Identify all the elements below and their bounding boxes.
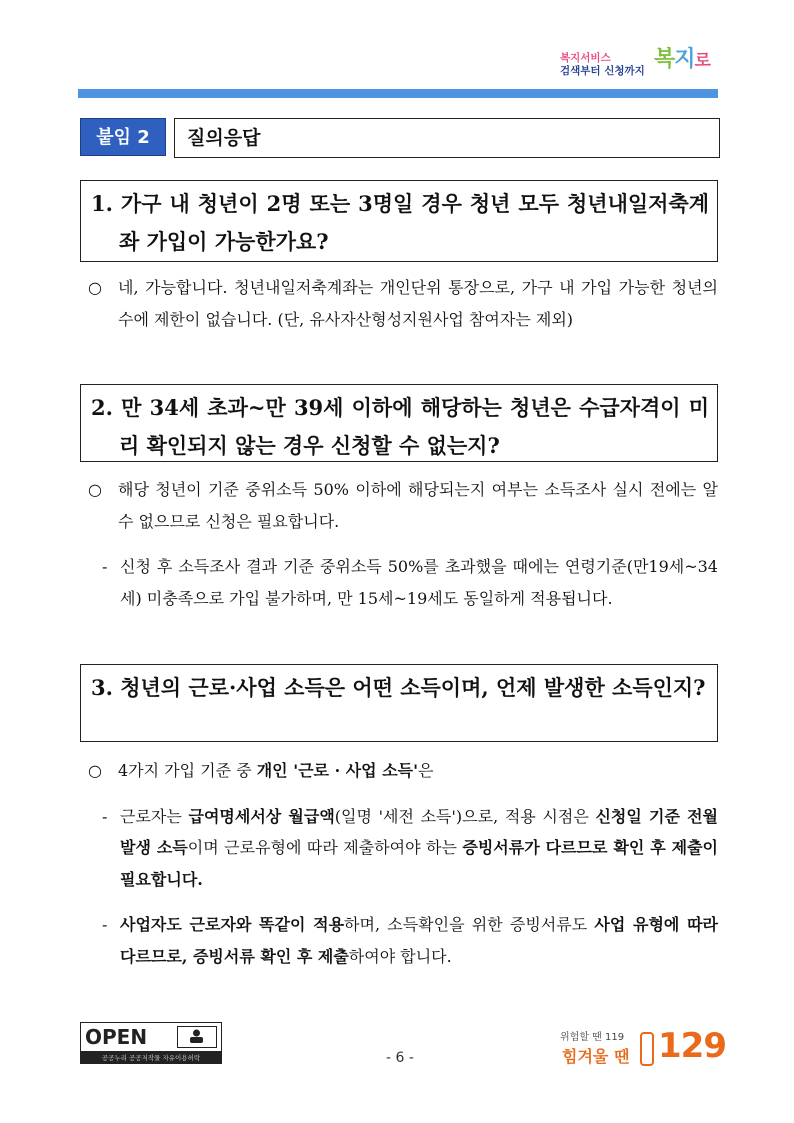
bold-run: 급여명세서상 월급액 [188,806,335,826]
brand-line1: 복지서비스 [560,52,611,64]
answer-3-item-1 [88,755,718,787]
answer-3-item-2 [88,801,718,896]
help-big-text: 힘겨울 땐 [562,1047,630,1066]
question-3-box [80,664,718,742]
text-run: 은 [418,761,434,780]
attachment-title: 질의응답 [174,118,720,158]
question-3-text: 3. 청년의 근로·사업 소득은 어떤 소득이며, 언제 발생한 소득인지? [91,675,706,700]
bold-run: 개인 '근로 · 사업 소득' [256,761,419,780]
bold-run: 증빙서류가 다르므로 확인 후 제출이 필요합니다. [120,838,718,889]
answer-2-item-2 [88,551,718,614]
bullet-circle: ○ [88,761,102,780]
answer-2-text-2: 신청 후 소득조사 결과 기준 중위소득 50%를 초과했을 때에는 연령기준(만19세~34세) 미충족으로 가입 불가하며, 만 15세~19세도 동일하게 적용됩니다. [120,557,718,608]
brand-line2: 검색부터 신청까지 [560,65,645,77]
bullet-dash: - [102,806,108,826]
brand-text [560,52,645,78]
text-run: 이며 근로유형에 따라 제출하여야 하는 [187,838,463,857]
logo-part3: 로 [694,51,710,71]
text-run: 근로자는 [120,806,189,826]
bullet-dash: - [102,557,108,576]
header-divider-bar [78,89,718,98]
answer-1 [88,272,718,335]
text-run: 하여야 합니다. [348,946,452,966]
answer-3 [88,755,718,972]
helpline-129-logo [560,1022,726,1070]
bold-run: 사업자도 근로자와 똑같이 적용 [120,915,345,934]
question-1-box [80,180,718,262]
text-run: 하며, 소득확인을 위한 증빙서류도 [344,915,595,934]
answer-3-text-3 [120,909,718,972]
bold-run: 사업 유형에 따라 다르므로, 증빙서류 확인 후 제출 [120,915,718,966]
question-2-box [80,384,718,462]
page-number: - 6 - [386,1050,414,1066]
answer-3-item-3 [88,909,718,972]
question-1-text: 1. 가구 내 청년이 2명 또는 3명일 경우 청년 모두 청년내일저축계좌 가입이 가능한가요? [91,191,709,254]
bokjiro-logo [654,42,710,73]
answer-1-item [88,272,718,335]
bullet-circle: ○ [88,480,102,499]
bold-run: 신청일 기준 전월 발생 소득 [120,806,718,857]
open-badge-top [80,1022,222,1052]
open-license-badge [80,1022,222,1064]
attribution-icon [177,1026,217,1048]
logo-part1: 복 [654,47,675,72]
bullet-circle: ○ [88,278,102,297]
text-run: (일명 '세전 소득')으로, 적용 시점은 [334,806,596,826]
brand-header [560,47,720,90]
logo-part2: 지 [674,47,695,72]
bullet-dash: - [102,915,108,934]
attachment-label: 붙임 2 [80,118,166,156]
answer-3-text-1 [118,755,433,787]
answer-1-text: 네, 가능합니다. 청년내일저축계좌는 개인단위 통장으로, 가구 내 가입 가능한 청년의 수에 제한이 없습니다. (단, 유사자산형성지원사업 참여자는 제외) [118,278,718,329]
help-number: 129 [658,1026,726,1066]
answer-2 [88,474,718,614]
answer-2-item-1 [88,474,718,537]
answer-2-text-1: 해당 청년이 기준 중위소득 50% 이하에 해당되는지 여부는 소득조사 실시 전에는 알 수 없으므로 신청은 필요합니다. [118,480,718,531]
phone-icon [640,1032,654,1066]
answer-3-text-2 [120,801,718,896]
open-caption: 공공누리 공공저작물 자유이용허락 [80,1052,222,1064]
help-small-text: 위험할 땐 119 [560,1032,625,1043]
question-2-text: 2. 만 34세 초과~만 39세 이하에 해당하는 청년은 수급자격이 미리 확인되지 않는 경우 신청할 수 없는지? [91,395,709,458]
text-run: 4가지 가입 기준 중 [118,761,257,780]
open-label: OPEN [85,1025,148,1049]
